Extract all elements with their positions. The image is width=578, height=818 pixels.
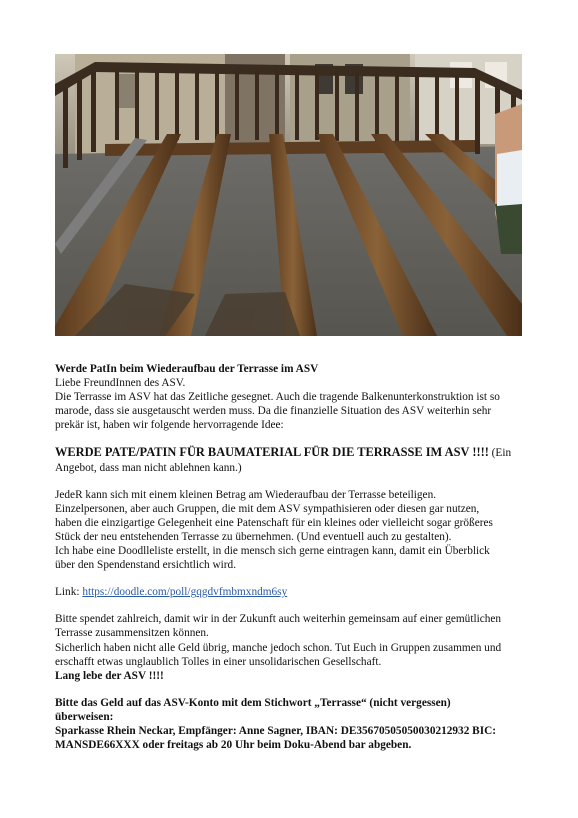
bank-line: Bitte das Geld auf das ASV-Konto mit dem Stichwort „Terrasse“ (nicht vergessen) xyxy=(55,696,451,709)
article-text xyxy=(55,362,525,752)
callout-normal: (Ein xyxy=(488,447,512,460)
link-prefix: Link: xyxy=(55,586,83,599)
doodle-link[interactable]: https://doodle.com/poll/gqgdvfmbmxndm6sy xyxy=(82,586,288,599)
slogan: Lang lebe der ASV !!!! xyxy=(55,669,164,682)
terrace-photo xyxy=(55,54,522,336)
closing-line: Bitte spendet zahlreich, damit wir in der Zukunft auch weiterhin gemeinsam auf einer gemütlichen xyxy=(55,613,502,626)
closing-line: Sicherlich haben nicht alle Geld übrig, manche jedoch schon. Tut Euch in Gruppen zusammen und xyxy=(55,641,502,654)
heading: Werde PatIn beim Wiederaufbau der Terrasse im ASV xyxy=(55,363,319,375)
closing-line: Terrasse zusammensitzen können. xyxy=(55,627,209,640)
body-line: haben die einzigartige Gelegenheit eine Patenschaft für ein kleines oder vielleicht sogar größeres xyxy=(55,516,493,529)
bank-line: Sparkasse Rhein Neckar, Empfänger: Anne Sagner, IBAN: DE35670505050030212932 BIC: xyxy=(55,724,497,737)
bank-line: überweisen: xyxy=(55,710,114,723)
body-line: JedeR kann sich mit einem kleinen Betrag am Wiederaufbau der Terrasse beteiligen. xyxy=(55,488,437,501)
body-line: Ich habe eine Doodlleliste erstellt, in die mensch sich gerne eintragen kann, damit ein Überblick xyxy=(55,545,490,558)
intro-line: marode, dass sie ausgetauscht werden muss. Da die finanzielle Situation des ASV weiterhin sehr xyxy=(55,405,492,418)
body-line: über den Spendenstand ersichtlich wird. xyxy=(55,559,237,572)
body-line: Einzelpersonen, aber auch Gruppen, die mit dem ASV sympathisieren oder diesen gar nutzen, xyxy=(55,502,480,515)
callout-bold: WERDE PATE/PATIN FÜR BAUMATERIAL FÜR DIE TERRASSE IM ASV !!!! xyxy=(55,445,489,460)
callout-cont: Angebot, dass man nicht ablehnen kann.) xyxy=(55,461,242,474)
closing-line: erschafft etwas unglaublich Tolles in einer unsolidarischen Gesellschaft. xyxy=(55,655,382,668)
callout xyxy=(55,445,525,460)
bank-line: MANSDE66XXX oder freitags ab 20 Uhr beim Doku-Abend bar abgeben. xyxy=(55,739,412,752)
intro-line: prekär ist, haben wir folgende hervorragende Idee: xyxy=(55,419,284,432)
link-line xyxy=(55,585,525,599)
greeting: Liebe FreundInnen des ASV. xyxy=(55,377,186,390)
body-line: Stück der neu entstehenden Terrasse zu übernehmen. (Und eventuell auch zu gestalten). xyxy=(55,530,452,543)
intro-line: Die Terrasse im ASV hat das Zeitliche gesegnet. Auch die tragende Balkenunterkonstruktion ist so xyxy=(55,391,500,404)
